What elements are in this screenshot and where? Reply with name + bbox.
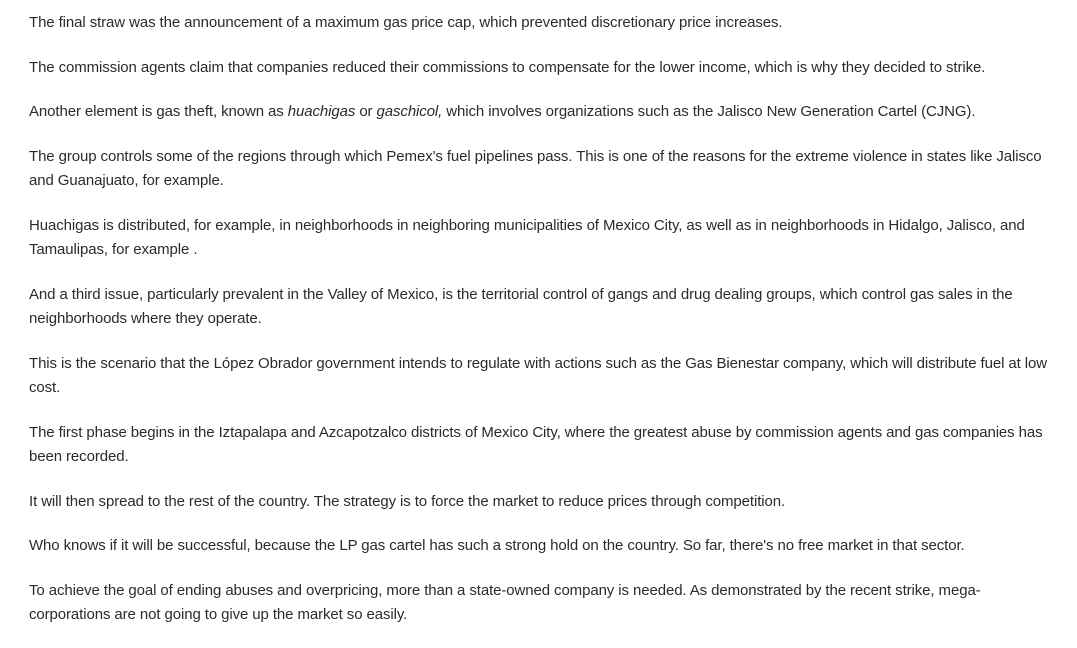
paragraph-conclusion: To achieve the goal of ending abuses and overpricing, more than a state-owned company is needed. As demonstrated by the recent strike, mega-corporations are not going to give up the market so easily.	[29, 581, 981, 623]
term-gaschicol: gaschicol,	[376, 103, 443, 120]
paragraph-huachigas-distribution: Huachigas is distributed, for example, in neighborhoods in neighboring municipalities of Mexico City, as well as in neighborhoods in Hidalgo, Jalisco, and Tamaulipas, for example .	[29, 216, 1025, 258]
paragraph-pipelines: The group controls some of the regions through which Pemex's fuel pipelines pass. This is one of the reasons for the extreme violence in states like Jalisco and Guanajuato, for example.	[29, 147, 1042, 189]
paragraph-strategy: It will then spread to the rest of the country. The strategy is to force the market to reduce prices through competition.	[29, 492, 786, 510]
article-body	[29, 11, 1059, 648]
paragraph-first-phase: The first phase begins in the Iztapalapa and Azcapotzalco districts of Mexico City, where the greatest abuse by commission agents and gas companies has been recorded.	[29, 423, 1043, 465]
gas-theft-text-mid: or	[355, 103, 377, 120]
gas-theft-text-before: Another element is gas theft, known as	[29, 103, 288, 120]
paragraph-territorial-control: And a third issue, particularly prevalent in the Valley of Mexico, is the territorial control of gangs and drug dealing groups, which control gas sales in the neighborhoods where they operate.	[29, 285, 1013, 327]
paragraph-commission-agents: The commission agents claim that companies reduced their commissions to compensate for the lower income, which is why they decided to strike.	[29, 58, 986, 76]
paragraph-gas-theft	[29, 100, 1059, 125]
gas-theft-text-after: which involves organizations such as the Jalisco New Generation Cartel (CJNG).	[442, 103, 976, 120]
term-huachigas: huachigas	[287, 103, 356, 120]
paragraph-lp-gas-cartel: Who knows if it will be successful, because the LP gas cartel has such a strong hold on the country. So far, there's no free market in that sector.	[29, 537, 965, 554]
paragraph-price-cap: The final straw was the announcement of a maximum gas price cap, which prevented discretionary price increases.	[29, 14, 783, 31]
paragraph-gas-bienestar: This is the scenario that the López Obrador government intends to regulate with actions such as the Gas Bienestar company, which will distribute fuel at low cost.	[29, 354, 1047, 396]
